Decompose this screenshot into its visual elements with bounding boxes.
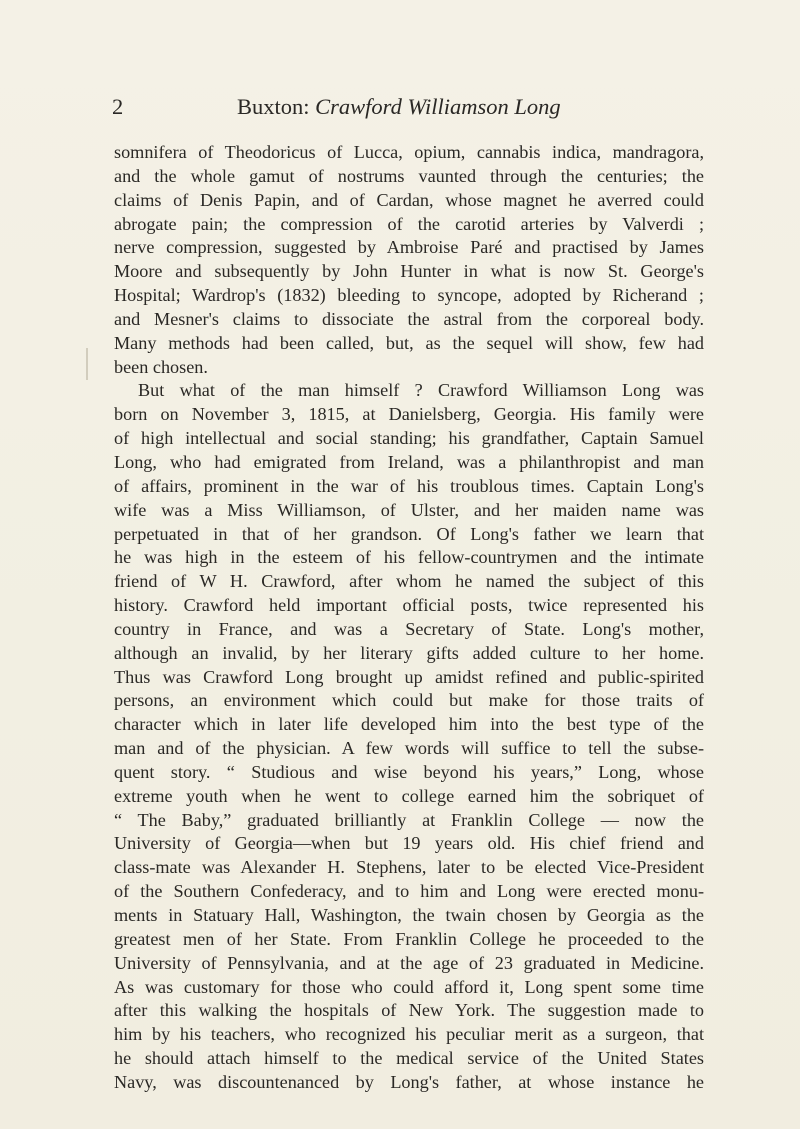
text-line: of affairs, prominent in the war of his troublous times. Captain Long's: [114, 475, 704, 496]
text-line: perpetuated in that of her grandson. Of Long's father we learn that: [114, 523, 704, 544]
body-text: [114, 141, 704, 1095]
margin-pencil-mark: [86, 348, 88, 380]
text-line: “ The Baby,” graduated brilliantly at Franklin College — now the: [114, 809, 704, 830]
text-line: somnifera of Theodoricus of Lucca, opium, cannabis indica, mandragora,: [114, 142, 704, 162]
text-line: But what of the man himself ? Crawford Williamson Long was: [138, 380, 704, 401]
text-line: As was customary for those who could afford it, Long spent some time: [114, 976, 704, 997]
text-line: extreme youth when he went to college earned him the sobriquet of: [114, 785, 704, 806]
text-line: and Mesner's claims to dissociate the astral from the corporeal body.: [114, 308, 704, 329]
text-line: of high intellectual and social standing; his grandfather, Captain Samuel: [114, 428, 704, 449]
running-head: [112, 92, 712, 122]
running-head-title: [237, 92, 561, 122]
text-line: and the whole gamut of nostrums vaunted through the centuries; the: [114, 165, 704, 186]
page-number: 2: [112, 94, 124, 119]
text-line: man and of the physician. A few words will suffice to tell the subse-: [114, 738, 704, 759]
text-line: persons, an environment which could but make for those traits of: [114, 690, 704, 711]
text-line: Thus was Crawford Long brought up amidst refined and public-spirited: [114, 666, 704, 687]
text-line: although an invalid, by her literary gifts added culture to her home.: [114, 642, 704, 663]
header-subject: Crawford Williamson Long: [315, 94, 561, 119]
text-line: class-mate was Alexander H. Stephens, later to be elected Vice-President: [114, 857, 704, 878]
text-line: nerve compression, suggested by Ambroise Paré and practised by James: [114, 237, 704, 258]
text-line: country in France, and was a Secretary of State. Long's mother,: [114, 618, 704, 639]
text-line: abrogate pain; the compression of the carotid arteries by Valverdi ;: [114, 213, 704, 234]
text-line: born on November 3, 1815, at Danielsberg, Georgia. His family were: [114, 404, 704, 425]
text-line: been chosen.: [114, 356, 208, 377]
header-separator: :: [303, 94, 310, 119]
text-line: he should attach himself to the medical service of the United States: [114, 1048, 704, 1069]
header-author: Buxton: [237, 94, 304, 119]
text-line: University of Georgia—when but 19 years old. His chief friend and: [114, 833, 704, 854]
text-line: Many methods had been called, but, as the sequel will show, few had: [114, 332, 704, 353]
text-line: claims of Denis Papin, and of Cardan, whose magnet he averred could: [114, 189, 704, 210]
text-line: Hospital; Wardrop's (1832) bleeding to syncope, adopted by Richerand ;: [114, 285, 704, 306]
text-line: him by his teachers, who recognized his peculiar merit as a surgeon, that: [114, 1024, 704, 1045]
text-line: Long, who had emigrated from Ireland, was a philanthropist and man: [114, 451, 704, 472]
text-line: friend of W H. Crawford, after whom he named the subject of this: [114, 571, 704, 592]
text-line: ments in Statuary Hall, Washington, the twain chosen by Georgia as the: [114, 905, 704, 925]
text-line: of the Southern Confederacy, and to him and Long were erected monu-: [114, 881, 704, 902]
text-line: Navy, was discountenanced by Long's father, at whose instance he: [114, 1071, 704, 1092]
text-line: character which in later life developed him into the best type of the: [114, 714, 704, 735]
text-line: greatest men of her State. From Franklin College he proceeded to the: [114, 928, 704, 949]
text-line: history. Crawford held important official posts, twice represented his: [114, 595, 704, 616]
text-line: he was high in the esteem of his fellow-countrymen and the intimate: [114, 547, 704, 568]
text-line: Moore and subsequently by John Hunter in what is now St. George's: [114, 261, 704, 282]
text-line: quent story. “ Studious and wise beyond his years,” Long, whose: [114, 761, 704, 782]
text-line: after this walking the hospitals of New York. The suggestion made to: [114, 1000, 704, 1021]
text-line: wife was a Miss Williamson, of Ulster, and her maiden name was: [114, 499, 704, 520]
text-line: University of Pennsylvania, and at the age of 23 graduated in Medicine.: [114, 952, 704, 973]
